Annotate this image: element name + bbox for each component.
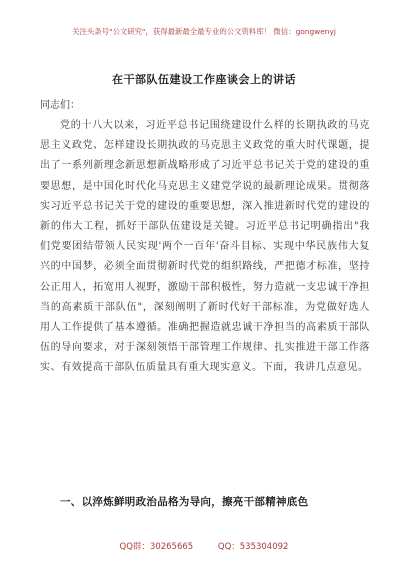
- qq-group-number: QQ群：30265665: [119, 542, 194, 552]
- document-title: 在干部队伍建设工作座谈会上的讲话: [112, 73, 296, 86]
- body-paragraph: 党的十八大以来，习近平总书记围绕建设什么样的长期执政的马克思主义政党、怎样建设长期执政的马克思主义政党的重大时代课题，提出了一系列新理念新思想新战略形成了习近平总书记关于党的建设的重要思想，是中国化时代化马克思主义建党学说的最新理论成果。贯彻落实习近平总书记关于党的建设的重要思想，深入推进新时代党的建设的新的伟大工程，抓好干部队伍建设是关键。习近平总书记明确指出"我们党要团结带领人民实现'两个一百年'奋斗目标、实现中华民族伟大复兴的中国梦，必须全面贯彻新时代党的组织路线，严把德才标准，坚持公正用人，拓宽用人视野，激励干部积极性，努力造就一支忠诚干净担当的高素质干部队伍"，深刻阐明了新时代好干部标准，为党做好选人用人工作提供了基本遵循。准确把握造就忠诚干净担当的高素质干部队伍的导向要求，对于深刻领悟干部管理工作规律、扎实推进干部工作落实、有效提高干部队伍质量具有重大现实意义。下面，我讲几点意见。: [40, 120, 370, 374]
- footer-contact: [0, 540, 408, 552]
- qq-number: QQ：535304092: [217, 542, 289, 552]
- promo-banner: 关注头条号"公文研究"，获得最新最全最专业的公文资料库！ 微信：gongwenyj: [72, 27, 336, 36]
- section-heading: 一、以淬炼鲜明政治品格为导向，擦亮干部精神底色: [60, 496, 309, 508]
- salutation: 同志们：: [40, 100, 80, 111]
